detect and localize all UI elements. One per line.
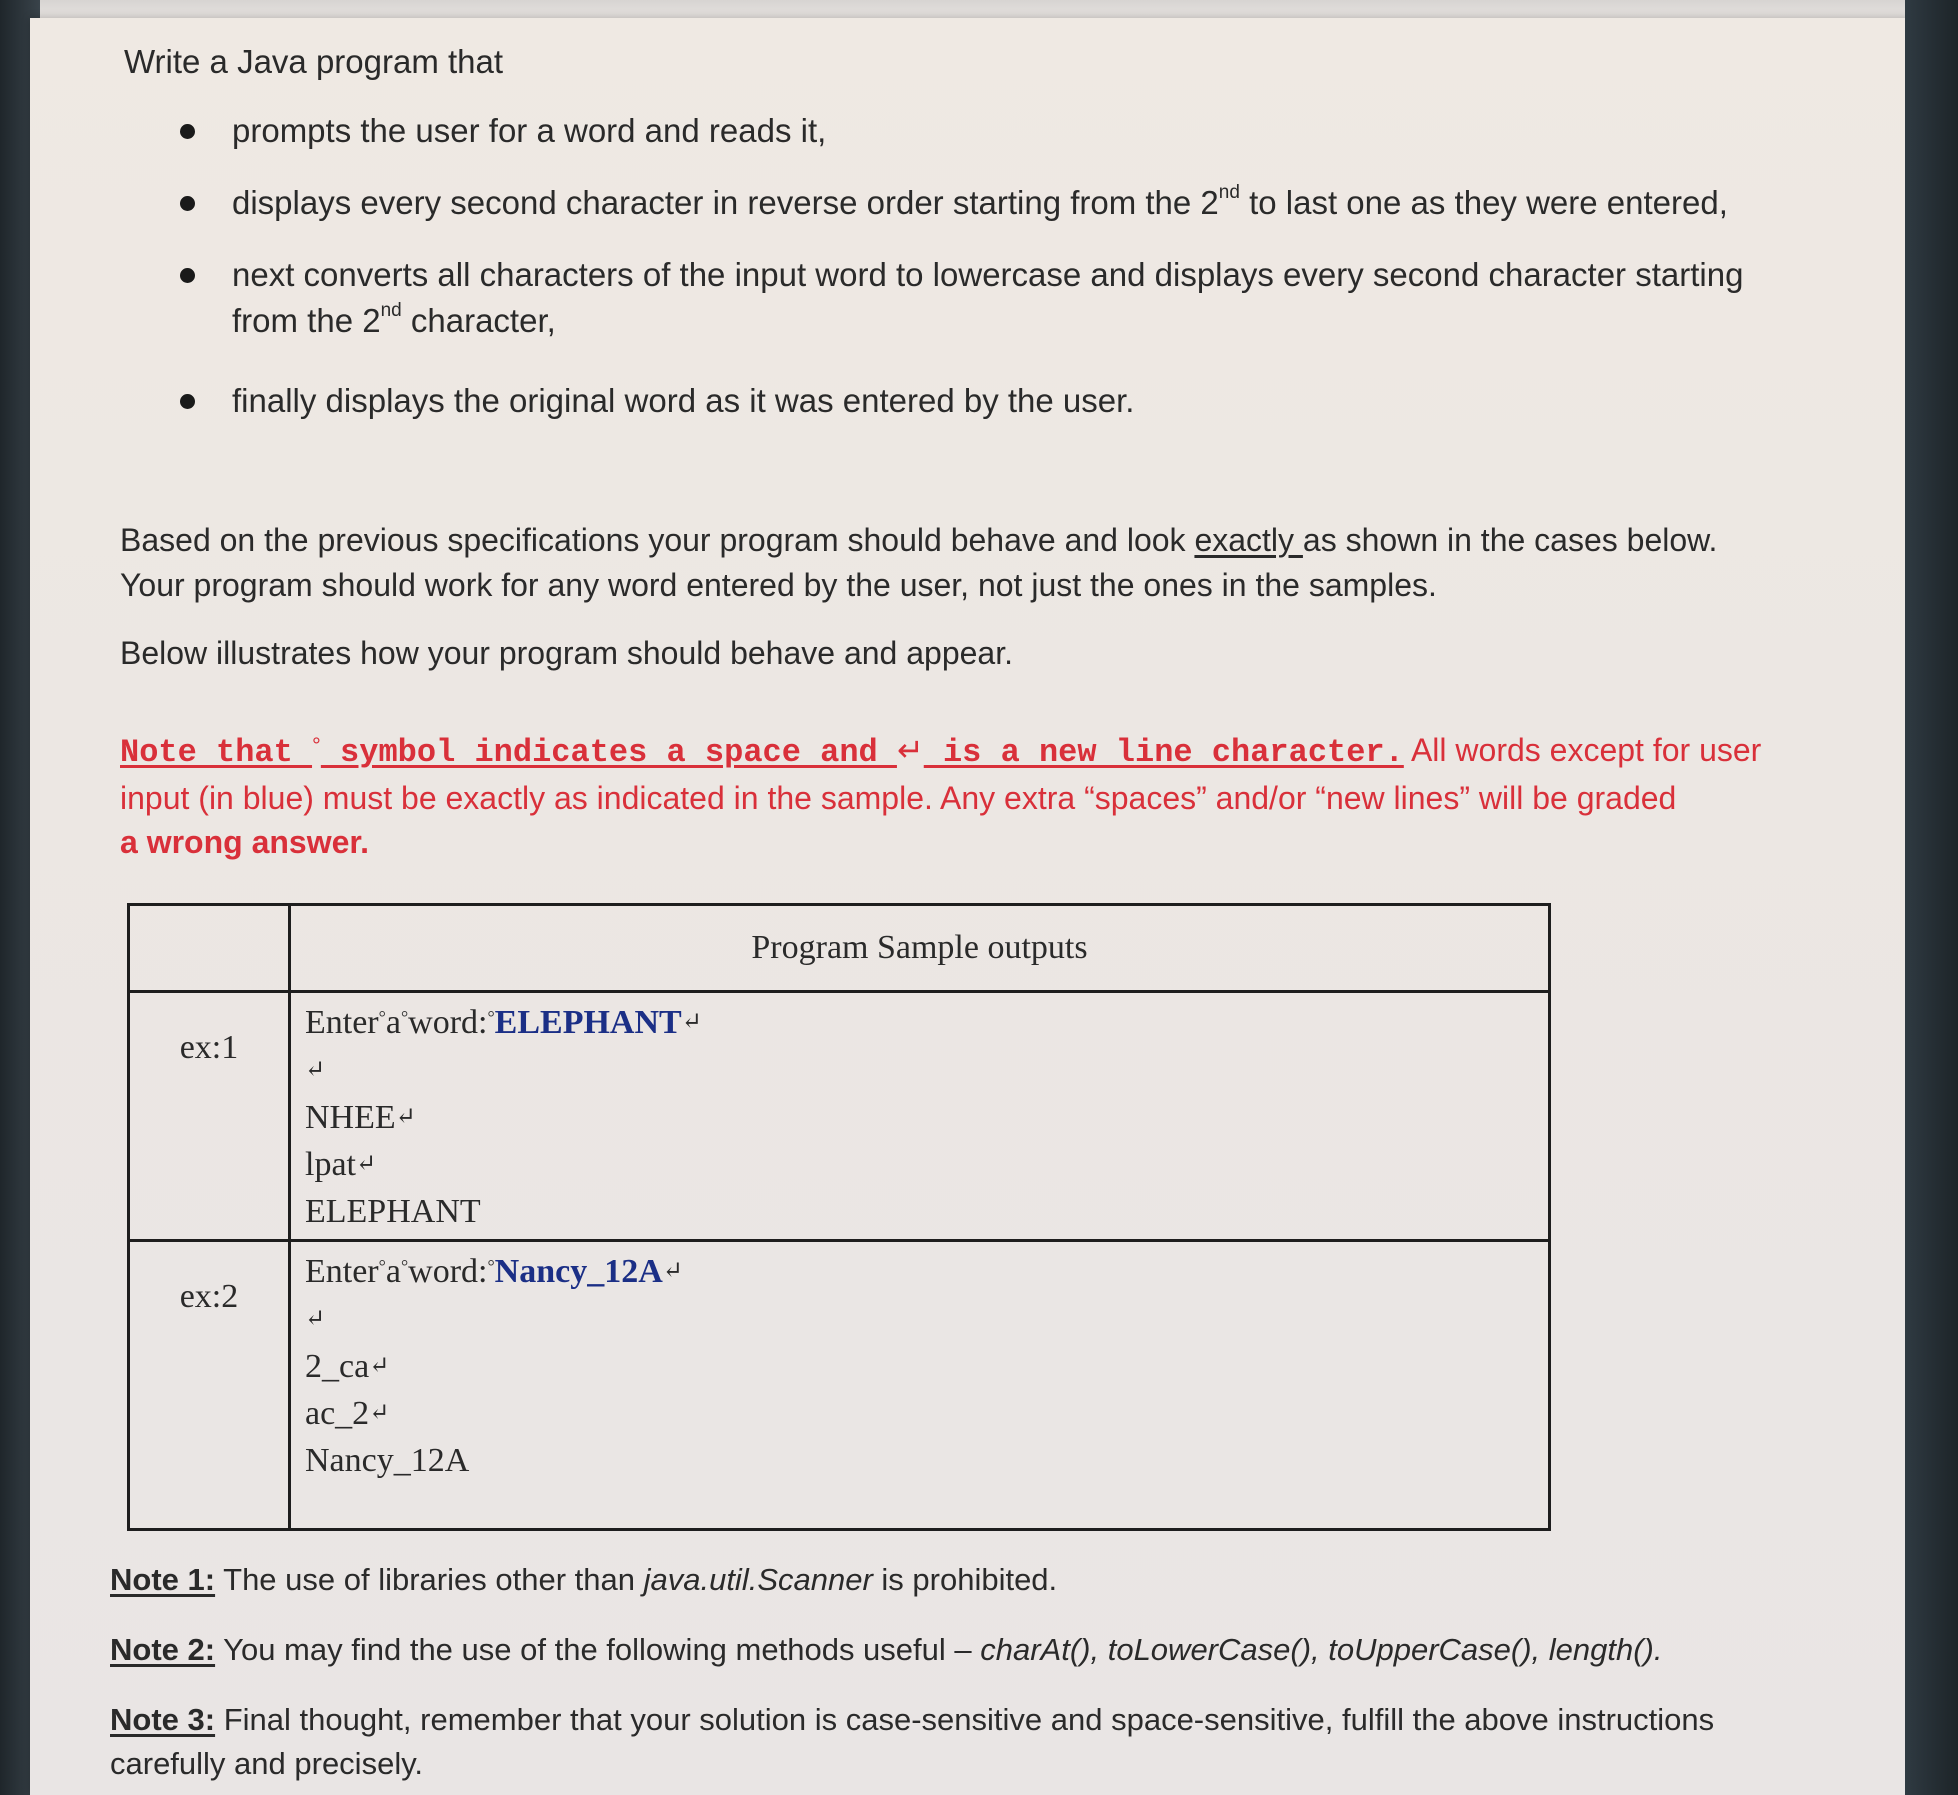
list-item-text: next converts all characters of the input word to lowercase and displays every second character starting from the 2nd character, [232, 256, 1744, 339]
table-row [129, 1241, 1550, 1530]
bullet-icon [180, 196, 195, 211]
output-line: NHEE↵ [305, 1099, 416, 1136]
user-input: Nancy_12A [494, 1253, 663, 1290]
newline-icon: ↵ [369, 1400, 390, 1426]
output-line: ELEPHANT [305, 1193, 481, 1230]
example-label: ex:2 [129, 1241, 290, 1530]
spec-line-2: Your program should work for any word entered by the user, not just the ones in the samples. [120, 567, 1437, 603]
output-line [305, 1049, 1534, 1096]
user-input: ELEPHANT [494, 1004, 682, 1041]
example-output [290, 1241, 1550, 1530]
output-line: 2_ca↵ [305, 1348, 390, 1385]
output-line: Nancy_12A [305, 1442, 470, 1479]
table-title: Program Sample outputs [290, 905, 1550, 992]
header-empty-cell [129, 905, 290, 992]
newline-icon: ↵ [662, 1258, 683, 1284]
prompt-line: Enter°a°word:°Nancy_12A↵ [305, 1253, 683, 1290]
note-warning-line-2: input (in blue) must be exactly as indicated in the sample. Any extra “spaces” and/or “new lines” will be graded [120, 780, 1677, 816]
newline-icon: ↵ [369, 1353, 390, 1379]
output-line: ac_2↵ [305, 1395, 390, 1432]
list-item-text: prompts the user for a word and reads it, [232, 112, 827, 149]
bullet-icon [180, 394, 195, 409]
newline-icon: ↵ [305, 1306, 326, 1332]
list-item-text: finally displays the original word as it was entered by the user. [232, 382, 1135, 419]
table-row [129, 992, 1550, 1241]
bullet-icon [180, 268, 195, 283]
newline-icon: ↵ [681, 1009, 702, 1035]
note-warning-line-3: a wrong answer. [120, 824, 369, 860]
table-header-row [129, 905, 1550, 992]
spec-line-1: Based on the previous specifications your program should behave and look exactly as shown in the cases below. [120, 522, 1718, 558]
intro-heading: Write a Java program that [124, 43, 504, 80]
spec-line-3: Below illustrates how your program should behave and appear. [120, 635, 1013, 671]
prompt-line: Enter°a°word:°ELEPHANT↵ [305, 1004, 702, 1041]
example-output [290, 992, 1550, 1241]
newline-icon: ↵ [355, 1151, 377, 1177]
space-symbol-icon: ° [312, 733, 321, 758]
newline-icon: ↵ [305, 1057, 326, 1083]
newline-symbol-icon: ↵ [896, 732, 924, 768]
example-label: ex:1 [129, 992, 290, 1241]
monitor-right-edge [1905, 0, 1958, 1795]
note-3: Note 3: Final thought, remember that your solution is case-sensitive and space-sensitive, fulfill the above instructions [110, 1702, 1715, 1737]
output-line [305, 1298, 1534, 1345]
note-2: Note 2: You may find the use of the following methods useful – charAt(), toLowerCase(), toUpperCase(), length(). [110, 1632, 1663, 1667]
sample-outputs-table [127, 903, 1551, 1531]
note-1: Note 1: The use of libraries other than java.util.Scanner is prohibited. [110, 1562, 1058, 1597]
bullet-icon [180, 124, 195, 139]
list-item-text: displays every second character in reverse order starting from the 2nd to last one as they were entered, [232, 182, 1728, 221]
note-3-line-2: carefully and precisely. [110, 1746, 424, 1781]
screen-top-edge [0, 0, 1958, 18]
note-warning-line-1: Note that ° symbol indicates a space and ↵ is a new line character. All words except for user [120, 732, 1762, 771]
newline-icon: ↵ [395, 1104, 416, 1130]
output-line: lpat↵ [305, 1146, 377, 1183]
